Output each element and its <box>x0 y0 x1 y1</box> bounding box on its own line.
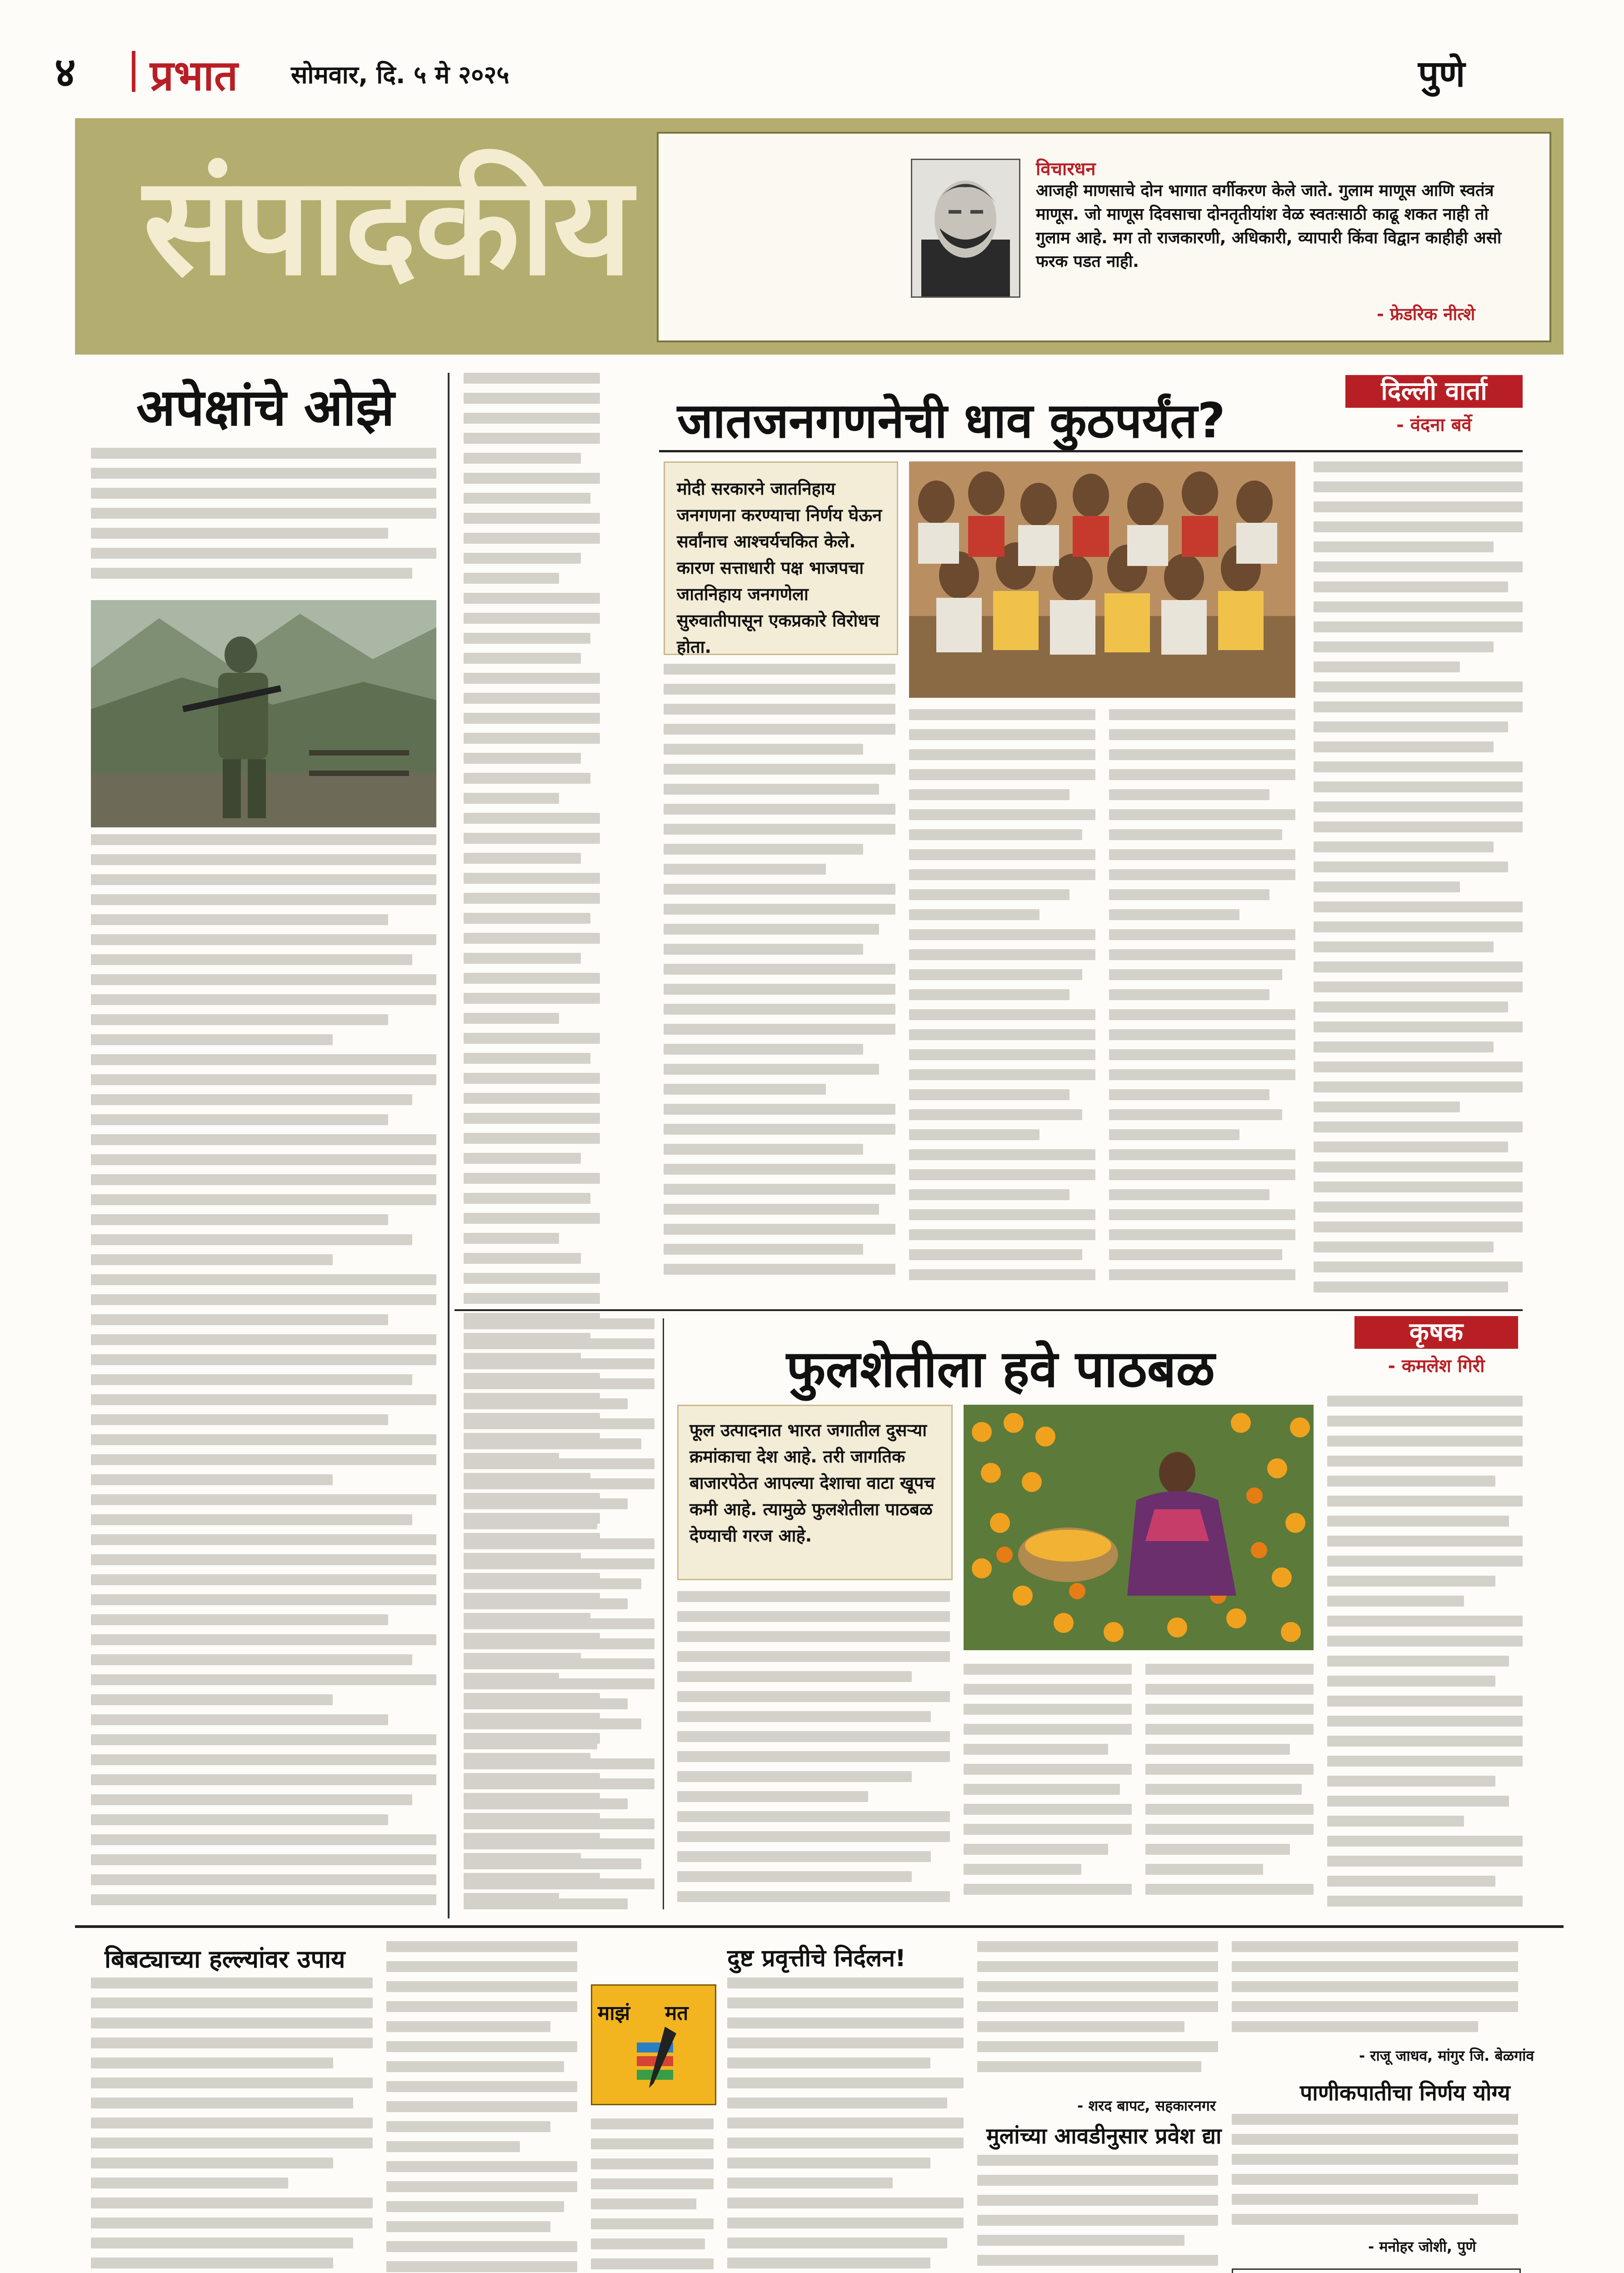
phulsheti-headline: फुलशेतीला हवे पाठबळ <box>786 1340 1215 1399</box>
phulsheti-column-1 <box>464 1318 655 1909</box>
letter3-body-col2 <box>1232 1941 1518 2037</box>
jatjangan-column-1 <box>664 664 895 1291</box>
column-name-delhi-varta: दिल्ली वार्ता <box>1345 375 1523 408</box>
column-name-krushak: कृषक <box>1354 1316 1518 1349</box>
crowd-photo <box>909 461 1295 698</box>
majhe-mat-logo <box>591 1984 716 2105</box>
nietzsche-portrait <box>911 159 1020 298</box>
letters-contact-box <box>1232 2268 1521 2273</box>
phulsheti-column-5 <box>1327 1396 1523 1909</box>
jatjangan-column-tag <box>1345 375 1523 443</box>
letter4-signature: - मनोहर जोशी, पुणे <box>1368 2238 1476 2255</box>
letter1-body-col2 <box>386 1941 577 2273</box>
editorial-banner <box>75 118 1564 355</box>
masthead-dateline: सोमवार, दि. ५ मे २०२५ <box>291 60 510 89</box>
thought-text: आजही माणसाचे दोन भागात वर्गीकरण केले जाते. गुलाम माणूस आणि स्वतंत्र माणूस. जो माणूस दिवसाचा दोनतृतीयांश वेळ स्वतःसाठी काढू शकत नाही तो गुलाम आहे. मग तो राजकारणी, अधिकारी, व्यापारी किंवा विद्वान काहीही असो फरक पडत नाही. <box>1036 181 1502 271</box>
letter2-body-col2 <box>727 1978 964 2273</box>
letter2-body-col1 <box>591 2118 714 2273</box>
banner-title: संपादकीय <box>143 147 631 305</box>
logo-word-mat: मत <box>665 2002 689 2025</box>
masthead-city: पुणे <box>1418 53 1465 95</box>
phulsheti-column-4 <box>1145 1664 1314 1909</box>
letter1-body-col1 <box>91 1978 373 2273</box>
thought-author: - फ्रेडरिक नीत्शे <box>1377 304 1475 324</box>
flower-farmer-photo <box>964 1405 1314 1650</box>
section-divider <box>455 1309 1523 1311</box>
soldier-photo <box>91 600 436 827</box>
letter3-body <box>977 2155 1218 2273</box>
byline-kamlesh-giri: - कमलेश गिरी <box>1388 1356 1485 1377</box>
jatjangan-column-2 <box>909 709 1095 1291</box>
phulsheti-column-rule <box>663 1318 664 1909</box>
jatjangan-teaser <box>664 461 898 655</box>
pen-icon <box>633 2024 683 2097</box>
phulsheti-teaser <box>677 1405 953 1580</box>
masthead-logo: प्रभात <box>150 51 238 100</box>
letter2-signature: - शरद बापट, सहकारनगर <box>1077 2097 1216 2114</box>
page-number: ४ <box>55 49 76 96</box>
letter4-title: पाणीकपातीचा निर्णय योग्य <box>1300 2080 1510 2106</box>
editorial-column-1-intro <box>91 448 436 593</box>
thought-kicker: विचारधन <box>1036 159 1096 180</box>
column-rule <box>448 373 450 1918</box>
phulsheti-column-2 <box>677 1591 950 1909</box>
masthead <box>0 0 1624 100</box>
banner-thought-panel <box>657 132 1551 342</box>
jatjangan-column-3 <box>1109 709 1295 1291</box>
letter1-title: बिबट्याच्या हल्ल्यांवर उपाय <box>105 1945 345 1973</box>
jatjangan-headline: जातजनगणनेची धाव कुठपर्यंत? <box>677 393 1225 449</box>
letter3-signature: - राजू जाधव, मांगुर जि. बेळगांव <box>1359 2047 1534 2064</box>
editorial-title: अपेक्षांचे ओझे <box>136 378 395 437</box>
logo-word-majhe: माझं <box>598 2002 630 2025</box>
letter2-body-col3 <box>977 1941 1218 2091</box>
masthead-divider <box>132 51 135 92</box>
phulsheti-column-3 <box>964 1664 1132 1909</box>
jatjangan-teaser-text: मोदी सरकारने जातनिहाय जनगणना करण्याचा निर्णय घेऊन सर्वांनाच आश्चर्यचकित केले. कारण सत्ताधारी पक्ष भाजपचा जातनिहाय जनगणेला सुरुवातीपासून एकप्रकारे विरोधच होता. <box>677 479 882 657</box>
letter3-title: मुलांच्या आवडीनुसार प्रवेश द्या <box>986 2123 1222 2149</box>
phulsheti-teaser-text: फूल उत्पादनात भारत जगातील दुसऱ्या क्रमांकाचा देश आहे. तरी जागतिक बाजारपेठेत आपल्या देशाचा वाटा खूपच कमी आहे. त्यामुळे फुलशेतीला पाठबळ देण्याची गरज आहे. <box>690 1420 935 1546</box>
jatjangan-column-4 <box>1314 461 1523 1293</box>
jatjangan-headline-rule <box>659 450 1523 452</box>
byline-vandana-barve: - वंदना बर्वे <box>1396 415 1472 436</box>
letter4-body <box>1232 2114 1518 2228</box>
letters-top-rule <box>75 1925 1564 1928</box>
editorial-column-1-lower <box>91 834 436 1907</box>
letter2-title: दुष्ट प्रवृत्तीचे निर्दलन! <box>727 1945 906 1972</box>
phulsheti-column-tag <box>1354 1316 1518 1384</box>
